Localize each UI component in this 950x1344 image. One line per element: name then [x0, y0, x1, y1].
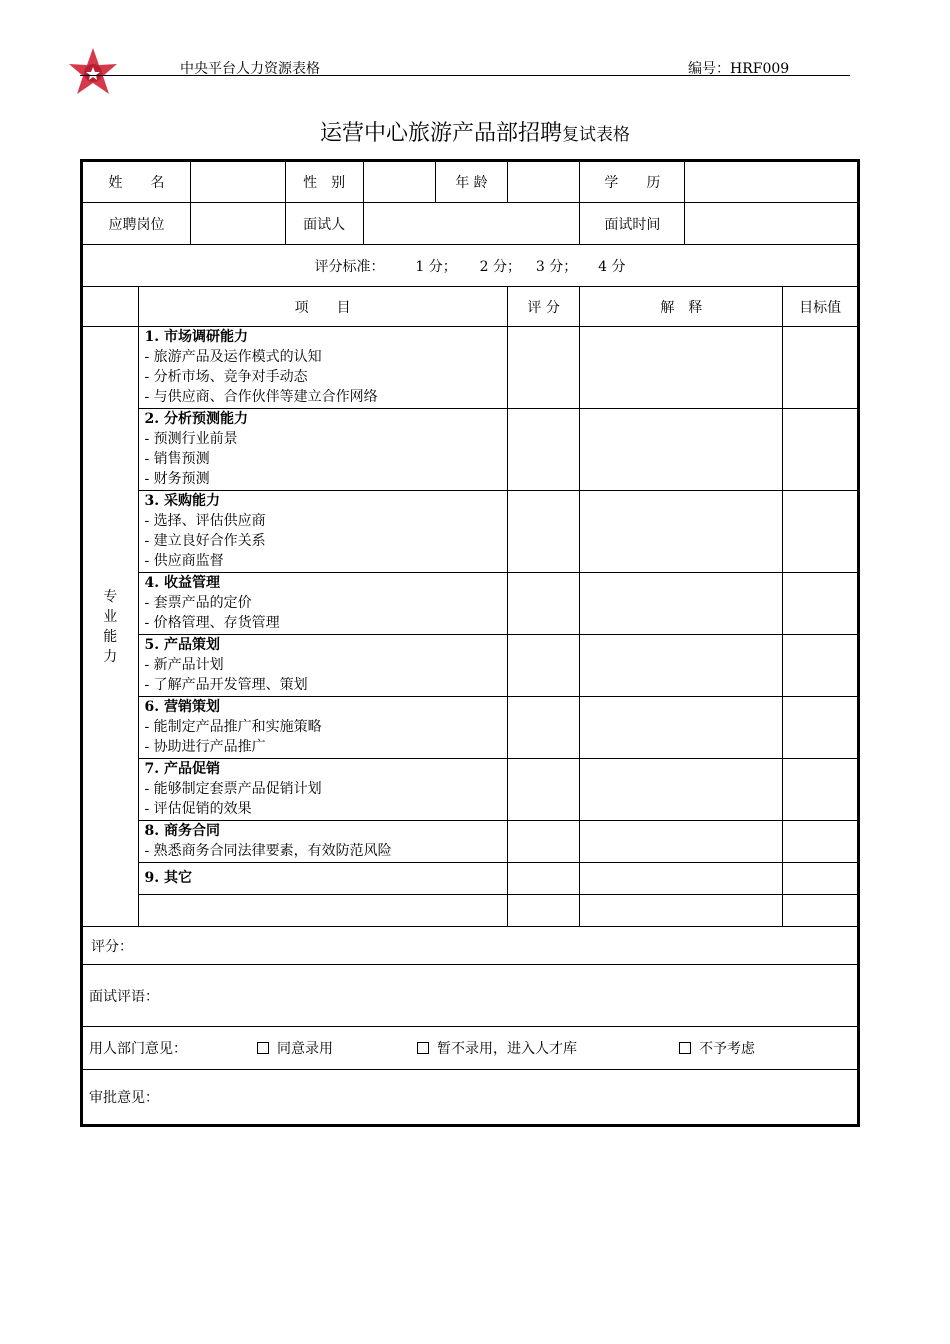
column-header-row — [82, 287, 859, 327]
item-3-target[interactable] — [783, 491, 859, 573]
item-blank-target[interactable] — [783, 895, 859, 927]
item-5-explain[interactable] — [580, 635, 783, 697]
item-2: 2. 分析预测能力 - 预测行业前景 - 销售预测 - 财务预测 — [138, 409, 507, 491]
approval-row — [82, 1070, 859, 1126]
position-field[interactable] — [190, 203, 285, 245]
col-explain: 解 释 — [580, 287, 783, 327]
total-score-label: 评分： — [91, 938, 133, 955]
header-form-code: 编号：HRF009 — [688, 61, 790, 77]
title-main: 运营中心旅游产品部招聘 — [319, 121, 562, 146]
interviewer-label: 面试人 — [285, 203, 363, 245]
item-3-explain[interactable] — [580, 491, 783, 573]
item-blank-score[interactable] — [507, 895, 580, 927]
item-9-target[interactable] — [783, 863, 859, 895]
section-professional-ability: 专 业 能 力 — [82, 327, 139, 927]
item-5-target[interactable] — [783, 635, 859, 697]
section-header-blank — [82, 287, 139, 327]
item-row — [82, 409, 859, 491]
option-accept[interactable]: 同意录用 — [257, 1038, 417, 1058]
item-3: 3. 采购能力 - 选择、评估供应商 - 建立良好合作关系 - 供应商监督 — [138, 491, 507, 573]
interviewer-field[interactable] — [363, 203, 580, 245]
item-row — [82, 491, 859, 573]
item-1-score[interactable] — [507, 327, 580, 409]
item-2-score[interactable] — [507, 409, 580, 491]
item-2-explain[interactable] — [580, 409, 783, 491]
interview-time-field[interactable] — [685, 203, 859, 245]
comment-label: 面试评语： — [89, 988, 159, 1005]
gender-label: 性 别 — [285, 161, 363, 203]
item-4-explain[interactable] — [580, 573, 783, 635]
interview-form-table — [80, 159, 860, 1127]
approval-field[interactable] — [82, 1070, 859, 1126]
item-6-explain[interactable] — [580, 697, 783, 759]
item-blank[interactable] — [138, 895, 507, 927]
info-row-1 — [82, 161, 859, 203]
col-score: 评 分 — [507, 287, 580, 327]
item-7-score[interactable] — [507, 759, 580, 821]
age-field[interactable] — [507, 161, 580, 203]
item-row — [82, 697, 859, 759]
total-score-field[interactable] — [82, 927, 859, 965]
page-title — [0, 116, 950, 147]
item-4: 4. 收益管理 - 套票产品的定价 - 价格管理、存货管理 — [138, 573, 507, 635]
total-score-row — [82, 927, 859, 965]
comment-field[interactable] — [82, 965, 859, 1027]
score-level-3: 3 分； — [535, 258, 578, 275]
item-row — [82, 573, 859, 635]
item-5: 5. 产品策划 - 新产品计划 - 了解产品开发管理、策划 — [138, 635, 507, 697]
item-7: 7. 产品促销 - 能够制定套票产品促销计划 - 评估促销的效果 — [138, 759, 507, 821]
item-9: 9. 其它 — [138, 863, 507, 895]
info-row-2 — [82, 203, 859, 245]
item-blank-explain[interactable] — [580, 895, 783, 927]
item-6-target[interactable] — [783, 697, 859, 759]
dept-opinion — [82, 1027, 859, 1070]
item-8-score[interactable] — [507, 821, 580, 863]
scoring-standard: 评分标准： 1 分； 2 分； 3 分； 4 分 — [82, 245, 859, 287]
comment-row — [82, 965, 859, 1027]
item-row — [82, 759, 859, 821]
item-2-target[interactable] — [783, 409, 859, 491]
gender-field[interactable] — [363, 161, 436, 203]
dept-opinion-label: 用人部门意见： — [89, 1041, 187, 1057]
name-field[interactable] — [190, 161, 285, 203]
item-1: 1. 市场调研能力 - 旅游产品及运作模式的认知 - 分析市场、竞争对手动态 - 与供应商、合作伙伴等建立合作网络 — [138, 327, 507, 409]
education-label: 学 历 — [580, 161, 685, 203]
checkbox-talent-pool[interactable] — [417, 1042, 429, 1054]
age-label: 年 龄 — [436, 161, 508, 203]
score-level-1: 1 分； — [415, 258, 457, 275]
item-3-score[interactable] — [507, 491, 580, 573]
item-row-blank — [82, 895, 859, 927]
item-row — [82, 635, 859, 697]
score-level-2: 2 分； — [479, 258, 521, 275]
item-row — [82, 821, 859, 863]
scoring-standard-row — [82, 245, 859, 287]
item-1-explain[interactable] — [580, 327, 783, 409]
position-label: 应聘岗位 — [82, 203, 191, 245]
option-reject[interactable]: 不予考虑 — [679, 1038, 755, 1058]
item-4-score[interactable] — [507, 573, 580, 635]
approval-label: 审批意见： — [89, 1090, 159, 1106]
header-rule — [80, 75, 850, 76]
item-7-target[interactable] — [783, 759, 859, 821]
item-9-score[interactable] — [507, 863, 580, 895]
item-8-target[interactable] — [783, 821, 859, 863]
item-row — [82, 863, 859, 895]
item-7-explain[interactable] — [580, 759, 783, 821]
name-label: 姓 名 — [82, 161, 191, 203]
header-org: 中央平台人力资源表格 — [180, 61, 320, 77]
checkbox-accept[interactable] — [257, 1042, 269, 1054]
dept-opinion-row — [82, 1027, 859, 1070]
item-4-target[interactable] — [783, 573, 859, 635]
item-6-score[interactable] — [507, 697, 580, 759]
education-field[interactable] — [685, 161, 859, 203]
title-sub: 复试表格 — [562, 125, 630, 145]
item-1-target[interactable] — [783, 327, 859, 409]
checkbox-reject[interactable] — [679, 1042, 691, 1054]
item-9-explain[interactable] — [580, 863, 783, 895]
score-level-4: 4 分 — [598, 258, 626, 275]
option-talent-pool[interactable]: 暂不录用，进入人才库 — [417, 1038, 679, 1058]
interview-time-label: 面试时间 — [580, 203, 685, 245]
item-5-score[interactable] — [507, 635, 580, 697]
item-8-explain[interactable] — [580, 821, 783, 863]
item-6: 6. 营销策划 - 能制定产品推广和实施策略 - 协助进行产品推广 — [138, 697, 507, 759]
company-logo — [66, 46, 120, 100]
col-target: 目标值 — [783, 287, 859, 327]
item-row — [82, 327, 859, 409]
col-item: 项 目 — [138, 287, 507, 327]
item-8: 8. 商务合同 - 熟悉商务合同法律要素，有效防范风险 — [138, 821, 507, 863]
